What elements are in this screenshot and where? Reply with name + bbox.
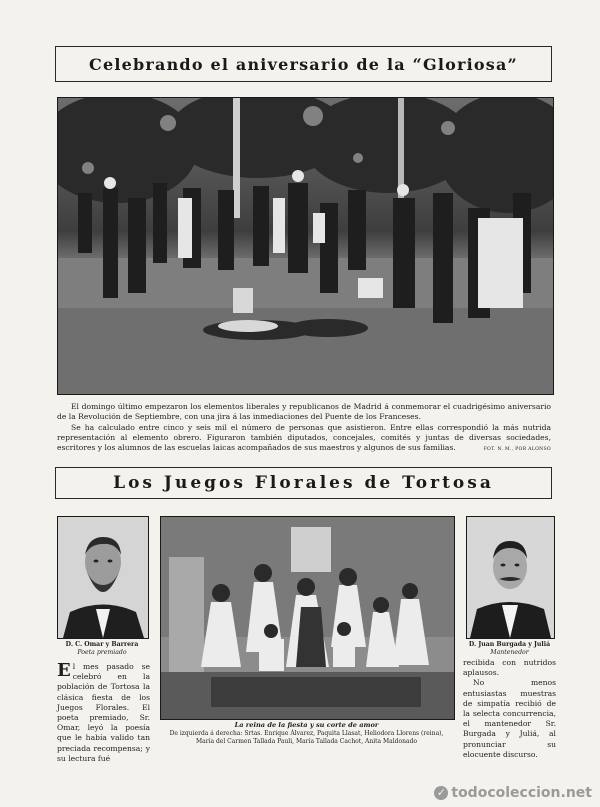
article-2-right-paragraph: No menos entusiastas muestras de simpatía recibió de la selecta concurrencia, el mantenedor Sr. Burgada y Juliá, al pronunciar su elocuente discurso. xyxy=(463,678,556,759)
article-1-paragraph xyxy=(57,423,551,454)
burgada-name: D. Juan Burgada y Juliá xyxy=(468,641,551,648)
omar-portrait-photo xyxy=(57,516,149,639)
article-1-title: Celebrando el aniversario de la “Gloriosa” xyxy=(55,46,552,82)
festival-queen-group-photo xyxy=(160,516,455,720)
article-1-paragraph-text: Se ha calculado entre cinco y seis mil el número de personas que asistieron. Entre ellas correspondió la más nutrida representación al elemento obrero. Figuraron también diputados, concejales, comités y juntas de diversas sociedades, escritores y los alumnos de las escuelas laicas acompañados de sus maestros y algunos de sus familias. xyxy=(57,422,551,453)
watermark xyxy=(434,785,592,801)
article-2-right-column xyxy=(463,658,556,760)
omar-role: Poeta premiado xyxy=(77,649,127,656)
photo-credit: FOT. N. M., POR ALONSO xyxy=(483,447,551,453)
burgada-caption xyxy=(463,641,556,657)
omar-caption xyxy=(57,641,147,657)
group-caption-title: La reina de la fiesta y su corte de amor xyxy=(234,721,379,729)
anniversary-crowd-photo xyxy=(57,97,554,395)
article-2-left-text: l mes pasado se celebró en la población de Tortosa la clásica fiesta de los Juegos Florales. El poeta premiado, Sr. Omar, leyó la poesía que le había valido tan preciada recompensa; y su lectura fué xyxy=(57,662,150,763)
group-caption-line: María del Carmen Tallada Pauli, María Tallada Cachot, Anita Maldonado xyxy=(195,737,418,745)
burgada-role: Mantenedor xyxy=(490,649,529,656)
article-2-title: Los Juegos Florales de Tortosa xyxy=(55,467,552,499)
group-photo-caption xyxy=(160,722,453,745)
todocoleccion-logo-icon: ✓ xyxy=(434,786,448,800)
watermark-text: todocoleccion.net xyxy=(451,785,592,801)
article-2-right-paragraph: recibida con nutridos aplausos. xyxy=(463,658,556,678)
article-2-left-column xyxy=(57,662,150,764)
article-1-paragraph: El domingo último empezaron los elementos liberales y republicanos de Madrid á conmemorar el cuadrigésimo aniversario de la Revolución de Septiembre, con una jira á las inmediaciones del Puente de los Franceses. xyxy=(57,402,551,422)
omar-name: D. C. Omar y Barrera xyxy=(65,641,139,648)
burgada-portrait-photo xyxy=(466,516,555,639)
drop-cap: E xyxy=(57,660,71,681)
group-caption-line: De izquierda á derecha: Srtas. Enrique Álvarez, Paquita Llasat, Heliodora Llorens (reina), xyxy=(169,729,444,737)
article-1-body xyxy=(57,402,551,455)
